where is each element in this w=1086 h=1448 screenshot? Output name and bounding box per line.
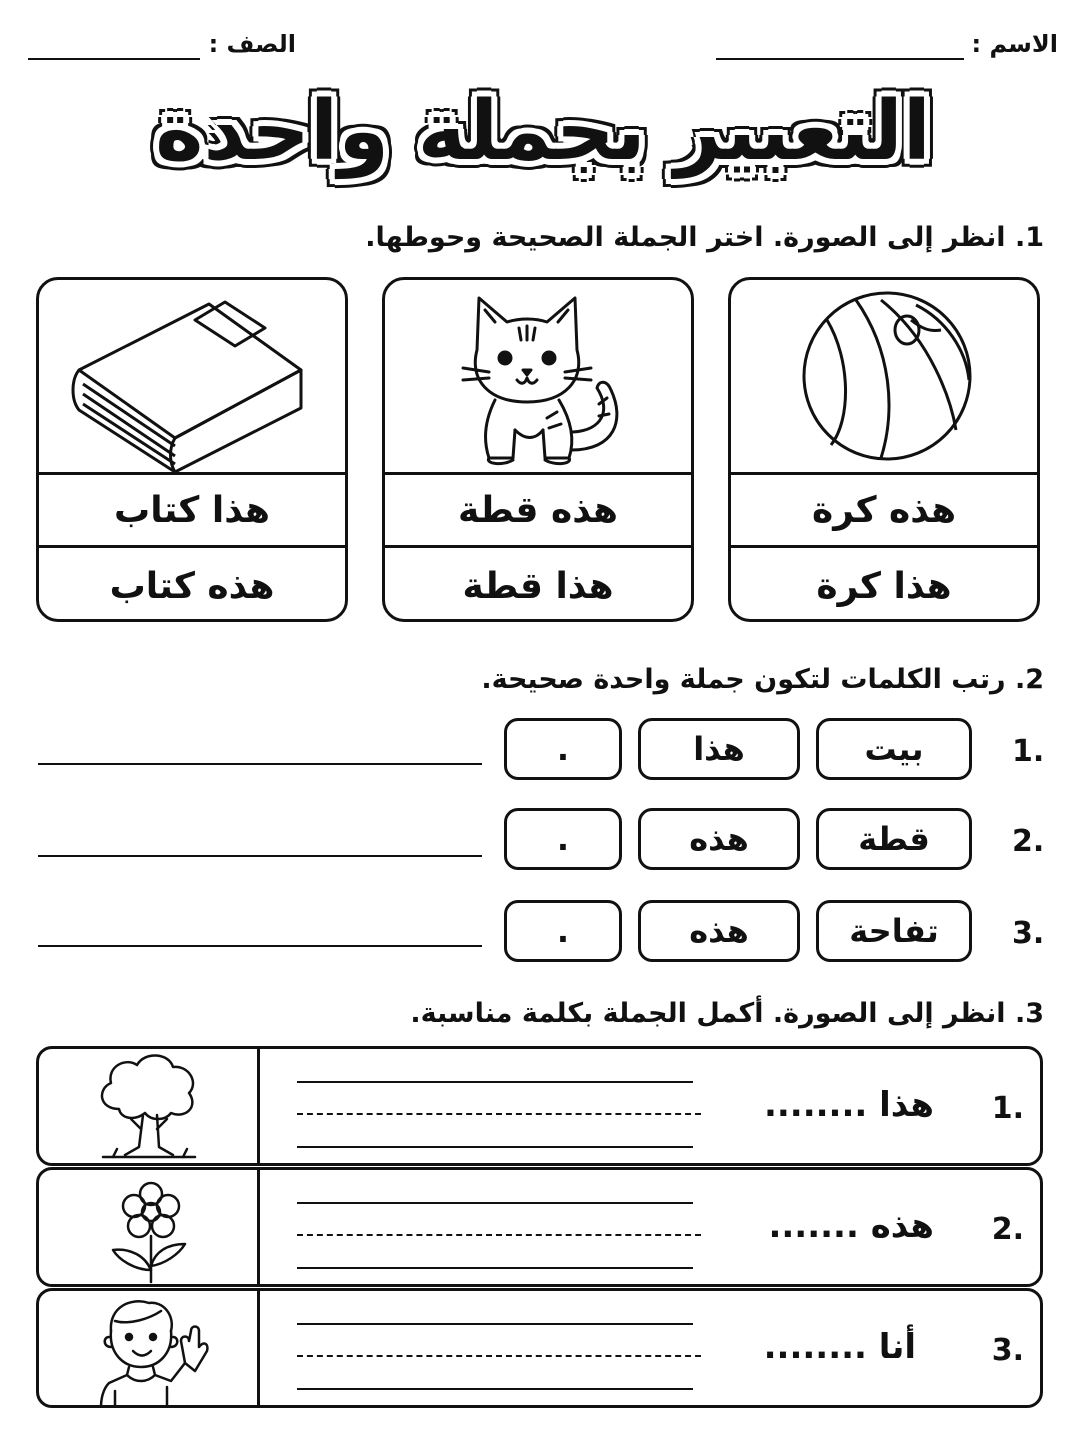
card-cat-option-2[interactable]: هذا قطة bbox=[462, 565, 614, 607]
row-number: 1. bbox=[991, 1091, 1024, 1126]
section2-heading: 2. رتب الكلمات لتكون جملة واحدة صحيحة. bbox=[481, 664, 1044, 695]
card-cat bbox=[382, 277, 694, 622]
word-box[interactable]: بيت bbox=[816, 718, 972, 780]
word-box[interactable]: هذه bbox=[638, 900, 800, 962]
table-row bbox=[36, 1167, 1043, 1287]
boy-waving-icon bbox=[39, 1291, 257, 1405]
card-book bbox=[36, 277, 348, 622]
cat-icon bbox=[385, 280, 691, 475]
card-ball-option-2[interactable]: هذا كرة bbox=[816, 565, 952, 607]
card-book-option-2[interactable]: هذه كتاب bbox=[109, 565, 275, 607]
word-box[interactable]: هذه bbox=[638, 808, 800, 870]
card-ball-option-1[interactable]: هذه كرة bbox=[731, 476, 1037, 548]
section3-heading: 3. انظر إلى الصورة. أكمل الجملة بكلمة مناسبة. bbox=[410, 998, 1044, 1029]
sentence-prompt: أنا ........ bbox=[763, 1327, 916, 1367]
answer-line[interactable] bbox=[38, 763, 482, 765]
answer-line[interactable] bbox=[38, 855, 482, 857]
flower-icon bbox=[39, 1170, 257, 1284]
row-number: 3. bbox=[1012, 916, 1045, 951]
ball-icon bbox=[731, 280, 1037, 475]
card-book-option-1[interactable]: هذا كتاب bbox=[39, 476, 345, 548]
word-box[interactable]: . bbox=[504, 900, 622, 962]
row-number: 2. bbox=[991, 1212, 1024, 1247]
card-ball bbox=[728, 277, 1040, 622]
card-cat-option-1[interactable]: هذه قطة bbox=[385, 476, 691, 548]
word-box[interactable]: . bbox=[504, 808, 622, 870]
tree-icon bbox=[39, 1049, 257, 1163]
answer-line-dashed[interactable] bbox=[297, 1355, 701, 1357]
name-label: الاسم : bbox=[971, 30, 1058, 58]
name-input-line[interactable] bbox=[716, 58, 964, 60]
answer-line-bottom[interactable] bbox=[297, 1388, 693, 1390]
answer-line-top[interactable] bbox=[297, 1202, 693, 1204]
answer-line-dashed[interactable] bbox=[297, 1113, 701, 1115]
page-title: التعبير بجملة واحدة bbox=[155, 84, 931, 179]
word-box[interactable]: هذا bbox=[638, 718, 800, 780]
class-input-line[interactable] bbox=[28, 58, 200, 60]
section1-heading: 1. انظر إلى الصورة. اختر الجملة الصحيحة وحوطها. bbox=[365, 222, 1044, 253]
answer-line-bottom[interactable] bbox=[297, 1267, 693, 1269]
sentence-prompt: هذه ....... bbox=[768, 1206, 934, 1246]
word-box[interactable]: قطة bbox=[816, 808, 972, 870]
answer-line[interactable] bbox=[38, 945, 482, 947]
word-box[interactable]: . bbox=[504, 718, 622, 780]
table-row bbox=[36, 1046, 1043, 1166]
row-number: 3. bbox=[991, 1333, 1024, 1368]
answer-line-top[interactable] bbox=[297, 1081, 693, 1083]
row-number: 1. bbox=[1012, 734, 1045, 769]
book-icon bbox=[39, 280, 345, 475]
class-label: الصف : bbox=[208, 30, 296, 58]
row-number: 2. bbox=[1012, 824, 1045, 859]
answer-line-bottom[interactable] bbox=[297, 1146, 693, 1148]
word-box[interactable]: تفاحة bbox=[816, 900, 972, 962]
table-row bbox=[36, 1288, 1043, 1408]
answer-line-dashed[interactable] bbox=[297, 1234, 701, 1236]
answer-line-top[interactable] bbox=[297, 1323, 693, 1325]
sentence-prompt: هذا ........ bbox=[763, 1085, 934, 1125]
